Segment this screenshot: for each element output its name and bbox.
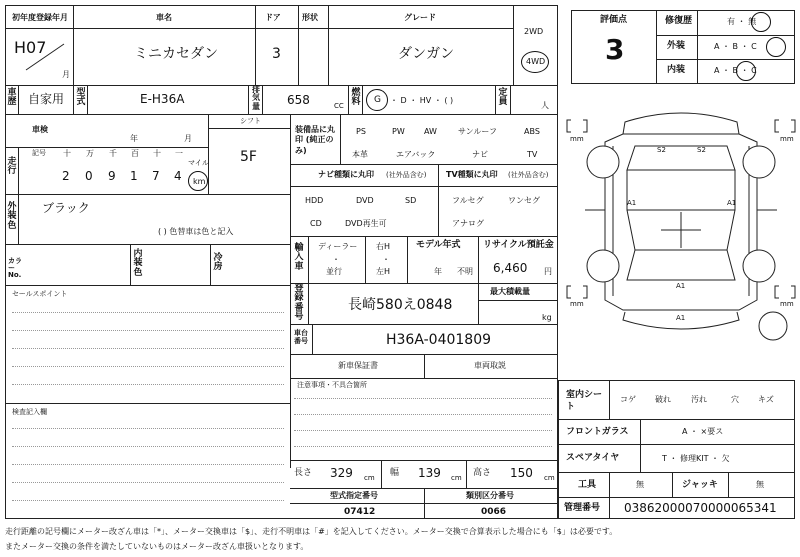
import-dot-2: ・ <box>382 255 390 264</box>
slash-mark <box>22 38 70 74</box>
mileage-digit-1: 0 <box>85 169 93 183</box>
mark-a1-left: A1 <box>627 199 637 207</box>
footer-note-2: またメーター交換の条件を満たしていないものはメーター改ざん車扱いとなります。 <box>5 542 309 551</box>
kiki-label: 記号 <box>32 149 46 157</box>
seat-opt-burn: コゲ <box>620 395 636 404</box>
mm-label-2: mm <box>780 135 794 143</box>
model-label: 型式 <box>76 88 86 108</box>
displacement-value: 658 <box>287 93 310 107</box>
capacity-label: 定員 <box>498 88 508 108</box>
digit-label-1: 万 <box>86 149 94 158</box>
navi-dvd: DVD <box>356 196 374 205</box>
shift-value: 5F <box>240 149 257 165</box>
model-year-label: モデル年式 <box>416 240 461 250</box>
mile-label: マイル <box>188 159 209 167</box>
reg-month-unit: 月 <box>62 70 70 79</box>
model-year-value: 不明 <box>457 267 473 276</box>
form-outer <box>5 5 558 519</box>
mm-label-4: mm <box>780 300 794 308</box>
notes-label: 注意事項・不具合箇所 <box>297 381 367 389</box>
spare-label: スペアタイヤ <box>566 453 620 463</box>
ac-label: 冷房 <box>213 253 223 273</box>
jack-label: ジャッキ <box>682 480 718 490</box>
spare-value: T ・ 修理KIT ・ 欠 <box>662 454 730 463</box>
mark-a1-bottom: A1 <box>676 314 686 322</box>
width-value: 139 <box>418 466 441 480</box>
mm-label-1: mm <box>570 135 584 143</box>
import-parallel: 並行 <box>326 267 342 276</box>
shaken-month-unit: 月 <box>184 134 192 143</box>
capacity-unit: 人 <box>541 101 549 110</box>
mark-s2-right: S2 <box>697 146 706 154</box>
tools-value: 無 <box>636 480 644 489</box>
length-unit: cm <box>364 474 375 482</box>
cc-unit: CC <box>334 102 344 110</box>
exterior-c-circle <box>766 37 786 57</box>
equip-abs: ABS <box>524 127 540 136</box>
class-num-value: 0066 <box>481 507 507 517</box>
drive-4wd-circle <box>521 51 549 73</box>
evaluation-score: 3 <box>605 33 625 66</box>
color-no-label: カラーNo. <box>8 257 22 279</box>
seat-opt-tear: 破れ <box>655 395 671 404</box>
mark-a1-right: A1 <box>727 199 737 207</box>
tv-oneseg: ワンセグ <box>508 196 540 205</box>
repair-label: 修復歴 <box>665 16 693 26</box>
navi-hdd: HDD <box>305 196 324 205</box>
mileage-digit-2: 9 <box>108 169 116 183</box>
management-value: 03862000070000065341 <box>624 501 777 515</box>
tv-label-sub: (社外品含む) <box>508 171 549 179</box>
glass-value: A ・ ×要ス <box>682 427 724 436</box>
height-label: 高さ <box>473 468 492 478</box>
equip-pw: PW <box>392 127 405 136</box>
drive-4wd: 4WD <box>526 57 546 66</box>
exterior-color-label: 外装色 <box>7 202 17 231</box>
import-label: 輸入車 <box>294 243 304 272</box>
type-num-value: 07412 <box>344 507 376 517</box>
mileage-digit-0: 2 <box>62 169 70 183</box>
seat-label: 室内シート <box>566 390 603 412</box>
km-label: km <box>193 177 206 186</box>
digit-label-5: 一 <box>175 149 183 158</box>
reg-year-value: H07 <box>14 38 47 57</box>
digit-label-2: 千 <box>109 149 117 158</box>
mileage-digit-3: 1 <box>130 169 138 183</box>
max-load-unit: kg <box>542 313 552 322</box>
grade-label: グレード <box>404 13 436 22</box>
mark-a1-rear: A1 <box>676 282 686 290</box>
sales-point-label: セールスポイント <box>12 290 68 298</box>
warranty-new-car: 新車保証書 <box>338 361 378 370</box>
repair-opts: 有 ・ 無 <box>727 17 757 26</box>
glass-label: フロントガラス <box>566 427 629 437</box>
tv-fullseg: フルセグ <box>452 196 484 205</box>
navi-label-sub: (社外品含む) <box>386 171 427 179</box>
seat-opt-stain: 汚れ <box>691 395 707 404</box>
import-dot: ・ <box>332 255 340 264</box>
type-num-label: 型式指定番号 <box>330 491 378 500</box>
fuel-g-circle <box>366 89 388 111</box>
fuel-g: G <box>374 95 381 105</box>
interior-label: 内装 <box>667 65 686 75</box>
exterior-color-value: ブラック <box>42 201 90 215</box>
shape-label: 形状 <box>302 13 318 22</box>
width-unit: cm <box>451 474 462 482</box>
chassis-value: H36A-0401809 <box>386 332 492 348</box>
car-name-label: 車名 <box>156 13 172 22</box>
tools-label: 工具 <box>578 480 597 490</box>
color-note: ( ) 色替車は色と記入 <box>158 227 234 236</box>
use-value: 自家用 <box>28 92 65 106</box>
evaluation-label: 評価点 <box>600 15 628 25</box>
use-label: 車歴 <box>7 88 17 108</box>
fuel-label: 燃料 <box>351 88 361 108</box>
fuel-options: ・ D ・ HV ・ ( ) <box>390 96 454 105</box>
registration-label: 登録番号 <box>294 284 304 323</box>
reg-year-label: 初年度登録年月 <box>12 13 68 22</box>
mark-s2-left: S2 <box>657 146 666 154</box>
registration-value: 長崎580え0848 <box>348 297 453 313</box>
mileage-label: 走行 <box>7 157 17 177</box>
length-value: 329 <box>330 466 353 480</box>
car-name-value: ミニカセダン <box>134 46 219 62</box>
height-value: 150 <box>510 466 533 480</box>
repair-none-circle <box>751 12 771 32</box>
equipment-label: 装備品に丸印 (純正のみ) <box>295 125 335 155</box>
max-load-label: 最大積載量 <box>490 287 530 296</box>
footer-note-1: 走行距離の記号欄にメーター改ざん車は「*」、メーター交換車は「$」、走行不明車は「#」を記入してください。メーター交換で合算表示した場合にも「$」は必要です。 <box>5 527 618 536</box>
navi-sd: SD <box>405 196 417 205</box>
mm-label-3: mm <box>570 300 584 308</box>
navi-label: ナビ種類に丸印 <box>318 170 374 179</box>
interior-color-label: 内装色 <box>133 249 143 278</box>
seat-opt-scratch: キズ <box>758 395 774 404</box>
height-unit: cm <box>544 474 555 482</box>
tv-analog: アナログ <box>452 219 484 228</box>
mileage-digit-5: 4 <box>174 169 182 183</box>
width-label: 幅 <box>390 468 400 478</box>
navi-cd: CD <box>310 219 322 228</box>
doors-value: 3 <box>272 46 281 62</box>
interior-b-circle <box>736 61 756 81</box>
displacement-label: 排気量 <box>252 85 260 111</box>
import-right-h: 右H <box>376 242 391 251</box>
drive-2wd: 2WD <box>524 27 544 36</box>
equip-airbag: エアバック <box>396 150 436 159</box>
equip-leather: 本革 <box>352 150 368 159</box>
car-damage-diagram <box>565 100 797 350</box>
recycle-unit: 円 <box>544 267 552 276</box>
warranty-manual: 車両取説 <box>474 361 506 370</box>
chassis-label: 車台番号 <box>294 329 308 346</box>
digit-label-3: 百 <box>131 149 139 158</box>
recycle-label: リサイクル預託金 <box>483 240 554 250</box>
shift-label: シフト <box>240 117 261 125</box>
exterior-opts: A ・ B ・ C <box>714 42 757 51</box>
door-label: ドア <box>265 13 281 22</box>
equip-sunroof: サンルーフ <box>458 127 497 136</box>
length-label: 長さ <box>294 468 313 478</box>
equip-navi: ナビ <box>472 150 488 159</box>
seat-opt-hole: 穴 <box>731 395 739 404</box>
class-num-label: 類別区分番号 <box>466 491 514 500</box>
equip-tv: TV <box>527 150 538 159</box>
equip-ps: PS <box>356 127 366 136</box>
digit-label-4: 十 <box>153 149 161 158</box>
jack-value: 無 <box>756 480 764 489</box>
exterior-label: 外装 <box>667 41 686 51</box>
digit-label-0: 十 <box>63 149 71 158</box>
model-value: E-H36A <box>140 92 185 106</box>
recycle-value: 6,460 <box>493 261 528 275</box>
tv-label: TV種類に丸印 <box>446 170 498 179</box>
shaken-year-unit: 年 <box>130 134 138 143</box>
grade-value: ダンガン <box>398 46 455 62</box>
shaken-label: 車検 <box>32 125 48 134</box>
model-year-unit: 年 <box>434 267 442 276</box>
import-dealer: ディーラー <box>318 242 358 251</box>
mileage-digit-4: 7 <box>152 169 160 183</box>
km-circle <box>188 171 208 191</box>
import-left-h: 左H <box>376 267 391 276</box>
management-label: 管理番号 <box>564 503 601 513</box>
navi-dvd-play: DVD再生可 <box>345 219 387 228</box>
equip-aw: AW <box>424 127 437 136</box>
inspector-label: 検査記入欄 <box>12 408 47 416</box>
interior-opts: A ・ B ・ C <box>714 66 757 75</box>
